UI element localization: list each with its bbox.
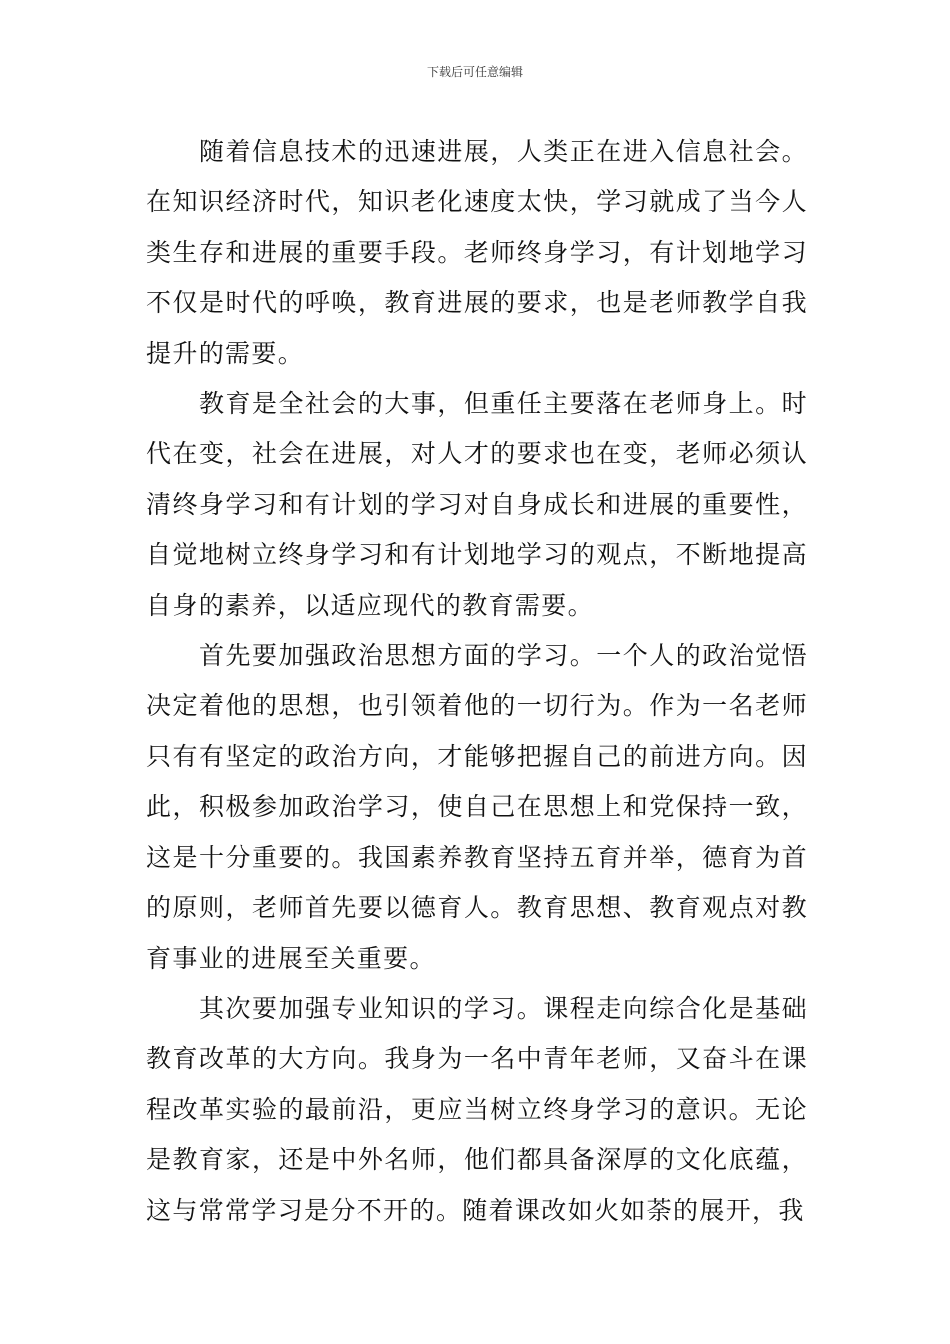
page-header-note: 下载后可任意编辑 xyxy=(426,65,523,79)
paragraph-2: 教育是全社会的大事，但重任主要落在老师身上。时代在变，社会在进展，对人才的要求也在变，老师必须认清终身学习和有计划的学习对自身成长和进展的重要性，自觉地树立终身学习和有计划地学习的观点，不断地提高自身的素养，以适应现代的教育需要。 xyxy=(146,389,808,620)
paragraph-1: 随着信息技术的迅速进展，人类正在进入信息社会。在知识经济时代，知识老化速度太快，学习就成了当今人类生存和进展的重要手段。老师终身学习，有计划地学习不仅是时代的呼唤，教育进展的要求，也是老师教学自我提升的需要。 xyxy=(146,137,808,368)
paragraph-3: 首先要加强政治思想方面的学习。一个人的政治觉悟决定着他的思想，也引领着他的一切行为。作为一名老师只有有坚定的政治方向，才能够把握自己的前进方向。因此，积极参加政治学习，使自己在思想上和党保持一致，这是十分重要的。我国素养教育坚持五育并举，德育为首的原则，老师首先要以德育人。教育思想、教育观点对教育事业的进展至关重要。 xyxy=(146,641,808,973)
document-body xyxy=(146,127,808,1236)
paragraph-4: 其次要加强专业知识的学习。课程走向综合化是基础教育改革的大方向。我身为一名中青年老师，又奋斗在课程改革实验的最前沿，更应当树立终身学习的意识。无论是教育家，还是中外名师，他们都具备深厚的文化底蕴，这与常常学习是分不开的。随着课改如火如荼的展开，我 xyxy=(146,993,808,1225)
